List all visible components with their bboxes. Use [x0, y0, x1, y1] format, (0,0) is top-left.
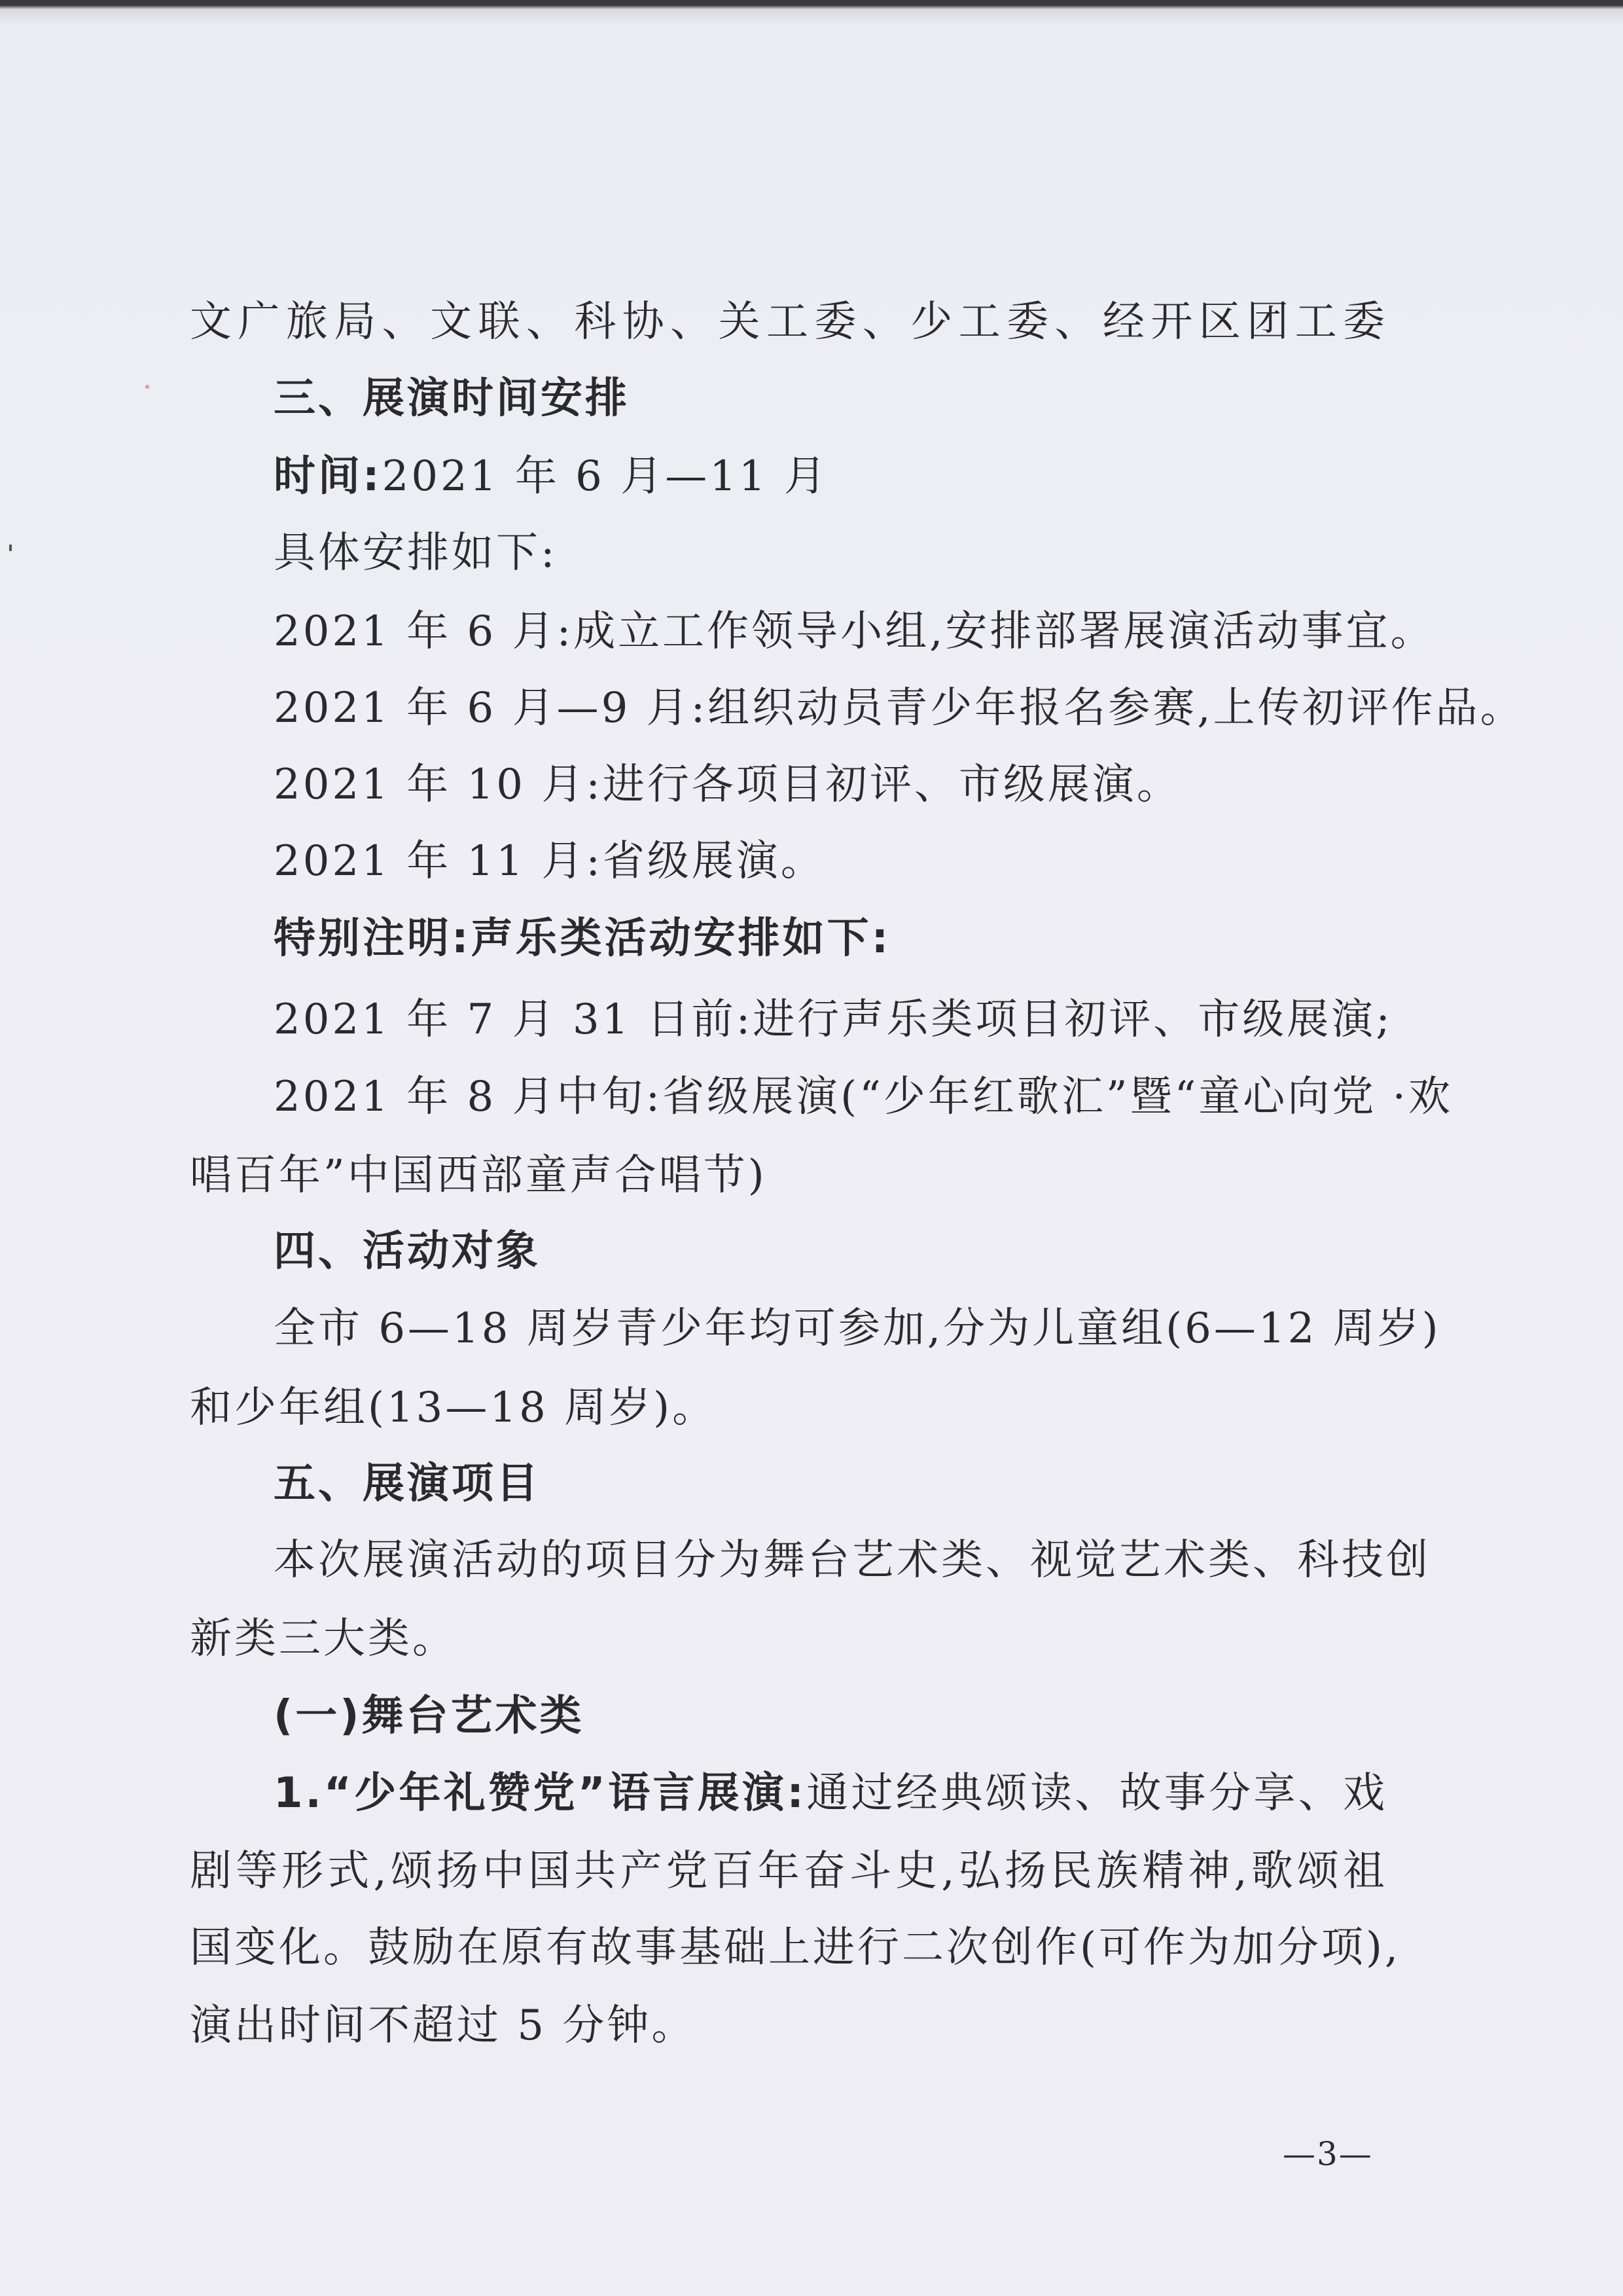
vocal-schedule-july: 2021 年 7 月 31 日前:进行声乐类项目初评、市级展演; — [274, 996, 1393, 1044]
text-line-organizations: 文广旅局、文联、科协、关工委、少工委、经开区团工委 — [190, 298, 1387, 346]
item-language-performance — [274, 1767, 1387, 1820]
participants-text: 全市 6—18 周岁青少年均可参加,分为儿童组(6—12 周岁) — [274, 1304, 1441, 1353]
section-heading-participants: 四、活动对象 — [274, 1227, 541, 1276]
text-line-time — [274, 450, 829, 503]
time-value: 2021 年 6 月—11 月 — [382, 452, 829, 501]
item-language-performance-text: 通过经典颂读、故事分享、戏 — [806, 1769, 1388, 1818]
schedule-item-november: 2021 年 11 月:省级展演。 — [274, 837, 825, 886]
item-language-performance-cont2: 国变化。鼓励在原有故事基础上进行二次创作(可作为加分项), — [190, 1924, 1401, 1972]
scan-speck — [145, 385, 149, 389]
projects-text-cont: 新类三大类。 — [190, 1615, 457, 1663]
schedule-item-june-september: 2021 年 6 月—9 月:组织动员青少年报名参赛,上传初评作品。 — [274, 684, 1525, 732]
vocal-schedule-august-cont: 唱百年”中国西部童声合唱节) — [190, 1151, 767, 1200]
scan-mark — [9, 545, 12, 551]
section-heading-projects: 五、展演项目 — [274, 1460, 541, 1508]
subsection-heading-stage-arts: (一)舞台艺术类 — [274, 1692, 584, 1740]
page-number: —3— — [1283, 2135, 1373, 2173]
text-line-arrangement-intro: 具体安排如下: — [274, 529, 558, 577]
time-label: 时间: — [274, 452, 382, 501]
vocal-schedule-august: 2021 年 8 月中旬:省级展演(“少年红歌汇”暨“童心向党 ·欢 — [274, 1073, 1453, 1121]
special-note-heading: 特别注明:声乐类活动安排如下: — [274, 914, 891, 963]
schedule-item-june: 2021 年 6 月:成立工作领导小组,安排部署展演活动事宜。 — [274, 607, 1435, 656]
item-language-performance-cont3: 演出时间不超过 5 分钟。 — [190, 2001, 696, 2050]
section-heading-schedule: 三、展演时间安排 — [274, 374, 630, 423]
item-language-performance-cont1: 剧等形式,颂扬中国共产党百年奋斗史,弘扬民族精神,歌颂祖 — [190, 1847, 1387, 1895]
scan-top-edge — [0, 0, 1623, 26]
item-language-performance-label: 1.“少年礼赞党”语言展演: — [274, 1769, 806, 1818]
participants-text-cont: 和少年组(13—18 周岁)。 — [190, 1384, 717, 1432]
schedule-item-october: 2021 年 10 月:进行各项目初评、市级展演。 — [274, 761, 1181, 809]
projects-text: 本次展演活动的项目分为舞台艺术类、视觉艺术类、科技创 — [274, 1536, 1431, 1585]
